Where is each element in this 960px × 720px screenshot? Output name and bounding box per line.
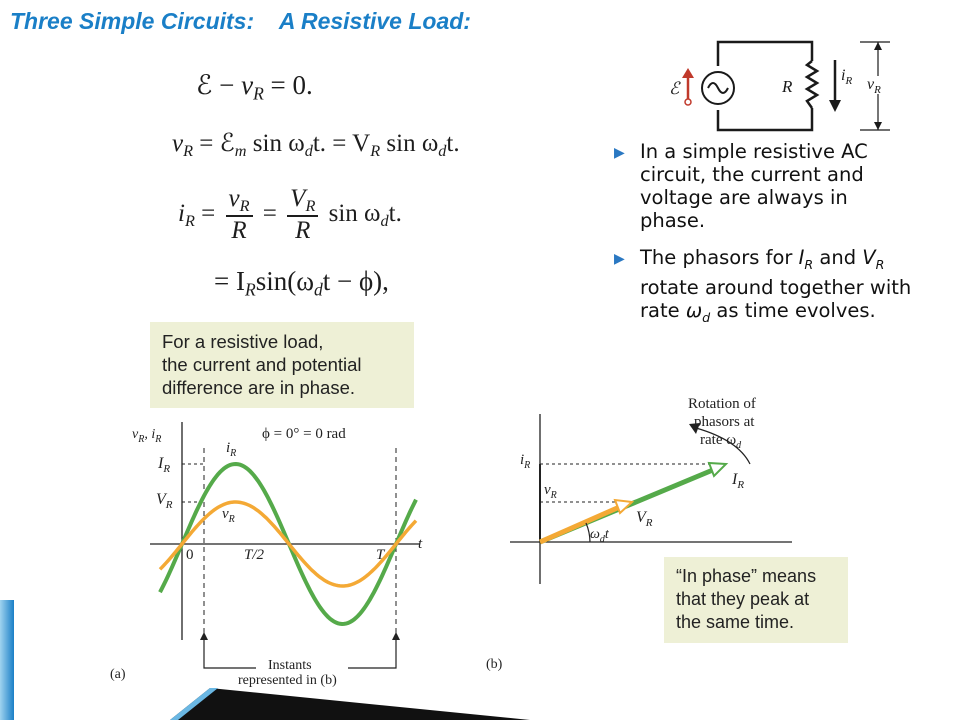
graph-a-V-label: $V_R$ [156,491,173,511]
tick-period: T [376,547,385,563]
emf-label: ℰ [669,79,680,98]
rotation-label-2: phasors at [694,414,755,430]
decorative-bottom-bar [170,688,530,720]
instants-label-1: Instants [268,658,312,673]
resistor-zigzag [807,61,817,108]
bullet-arrow-icon: ▶ [614,251,625,267]
circuit-diagram [660,36,900,136]
graph-a-t-label: t [418,536,423,552]
panel-b-label: (b) [486,657,503,672]
equation-current-phase: = $I_R\sin(\omega_dt - \phi)$, [214,266,389,300]
decorative-left-bar [0,600,14,720]
tick-0: 0 [186,547,194,563]
tick-half-period: T/2 [244,547,265,563]
bullet-list [612,140,912,343]
graph-a-waveforms [110,418,440,688]
rotation-label-1: Rotation of [688,396,756,412]
equation-loop: ℰ − $v_R = 0$. [196,70,313,104]
slide-title: Three Simple Circuits: A Resistive Load: [10,8,471,34]
graph-a-phase-label: ϕ = 0° = 0 rad [262,426,346,442]
voltage-phasor [540,505,624,542]
resistor-label: R [782,77,793,96]
panel-a-label: (a) [110,667,126,682]
phasor-angle-label: $\omega_dt$ [590,527,609,545]
phasor-i-label: $i_R$ [520,452,531,471]
phasor-v-label: $v_R$ [544,482,557,501]
equation-current: $i_R$ = $\frac{v_R}{R}$ = $\frac{V_R}{R}$ $\sin \omega_dt$. [178,185,402,244]
graph-a-I-label: $I_R$ [158,455,171,475]
phasor-V-label: $V_R$ [636,509,653,529]
note-resistive-load: For a resistive load, the current and potential difference are in phase. [150,322,414,408]
instants-label-2: represented in (b) [238,673,337,688]
graph-b-phasors [480,392,800,692]
equation-voltage: $v_R$ = ℰ$_m$ $\sin \omega_dt$. = $V_R$ $\sin \omega_dt$. [172,130,460,160]
graph-a-ylabel: $v_R$, $i_R$ [132,427,162,445]
bullet-arrow-icon: ▶ [614,145,625,161]
voltage-label: $v_R$ [867,76,881,96]
bullet-item: ▶ In a simple resistive AC circuit, the current and voltage are always in phase. [614,140,868,232]
current-label: $i_R$ [841,67,853,87]
rotation-label-3: rate $\omega_d$ [700,432,742,451]
phasor-I-label: $I_R$ [732,471,745,491]
bullet-item: ▶ The phasors for $I_R$ and $V_R$ rotate around together with rate $\omega_d$ as time evolves. [614,246,912,325]
graph-a-v-curve-label: $v_R$ [222,506,235,525]
note-in-phase: “In phase” means that they peak at the same time. [664,557,848,643]
graph-a-i-curve-label: $i_R$ [226,440,237,459]
